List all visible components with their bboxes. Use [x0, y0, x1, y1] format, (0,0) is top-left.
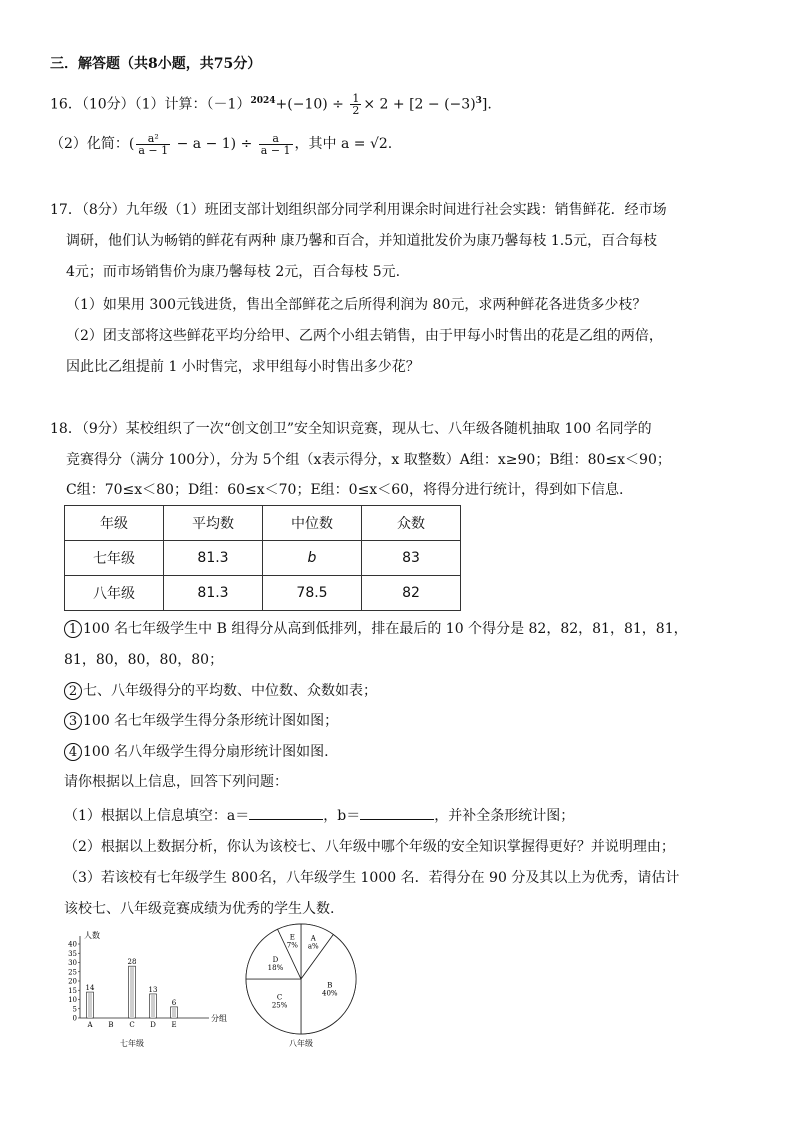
q18-sub1-a: （1）根据以上信息填空：a＝ [64, 808, 250, 824]
q16-p2-frac2-den: a − 1 [260, 143, 291, 157]
bar-shade [172, 1008, 176, 1018]
table-header-cell: 年级 [65, 506, 164, 541]
y-tick-label: 30 [68, 959, 77, 967]
x-tick-label: A [87, 1021, 93, 1029]
x-tick-label: D [150, 1021, 156, 1029]
pie-slice-value: 25% [271, 1001, 288, 1010]
y-tick-label: 40 [68, 940, 77, 949]
q17-line1: 17．（8分）九年级（1）班团支部计划组织部分同学利用课余时间进行社会实践：销售鲜花．经市场 [50, 202, 667, 218]
q16-p2-prefix: （2）化简：( [50, 136, 135, 152]
table-cell: 八年级 [65, 576, 164, 611]
table-row [65, 541, 461, 576]
bar-shade [151, 995, 155, 1018]
chart-title: 八年级 [289, 1039, 313, 1048]
table-header-cell: 平均数 [164, 506, 263, 541]
table-cell: 81.3 [164, 576, 263, 611]
y-axis-label: 人数 [84, 931, 100, 940]
q16-p1-expr-b: +(−10) ÷ [275, 96, 349, 113]
q16-p1-expr-d: ]. [481, 96, 492, 113]
chart-title: 七年级 [120, 1039, 144, 1048]
q18-info1-text: 100 名七年级学生中 B 组得分从高到低排列，排在最后的 10 个得分是 82，82，81，81，81， [83, 621, 688, 637]
pie-slice-label: B [327, 981, 333, 990]
bar-data-label: 28 [127, 958, 137, 967]
table-header-cell: 中位数 [263, 506, 362, 541]
table-cell: b [263, 541, 362, 576]
table-row [65, 576, 461, 611]
pie-slice-label: E [289, 933, 295, 942]
stats-table [64, 505, 461, 611]
pie-slice-label: D [272, 955, 279, 964]
q18-info1 [64, 619, 688, 639]
q16-p2-fraction1 [136, 133, 170, 156]
q16-p1-frac-den: 2 [352, 104, 360, 118]
q18-info4 [64, 742, 329, 762]
table-cell: 七年级 [65, 541, 164, 576]
q17-line6: 因此比乙组提前 1 小时售完，求甲组每小时售出多少花？ [66, 359, 420, 375]
bar-data-label: 6 [171, 998, 177, 1007]
x-axis-label: 分组 [211, 1014, 227, 1023]
answer-blank-b[interactable] [360, 805, 434, 820]
y-tick-label: 35 [68, 949, 77, 958]
q18-info2 [64, 681, 377, 701]
pie-slice-value: a% [307, 942, 319, 951]
pie-slice-value: 40% [321, 989, 338, 998]
pie-slice-value: 18% [267, 963, 284, 972]
q18-line3: C组：70≤x＜80；D组：60≤x＜70；E组：0≤x＜60，将得分进行统计，得到如下信息. [66, 482, 624, 498]
q17-line3: 4元；而市场销售价为康乃馨每枝 2元，百合每枝 5元. [66, 264, 401, 280]
q16-p1-frac-num: 1 [352, 92, 360, 106]
pie-slice-label: C [276, 993, 283, 1002]
q18-sub1 [64, 805, 574, 826]
q16-p2-fraction2 [259, 133, 293, 156]
table-header-cell: 众数 [362, 506, 461, 541]
q18-info3-text: 100 名七年级学生得分条形统计图如图； [83, 713, 339, 729]
y-tick-label: 10 [68, 996, 77, 1004]
q18-ask: 请你根据以上信息，回答下列问题： [64, 774, 288, 790]
q16-p1-expr-c: × 2 + [2 − (−3) [363, 96, 476, 113]
y-tick-label: 5 [72, 1005, 77, 1014]
q18-line2: 竞赛得分（满分 100分），分为 5个组（x表示得分，x 取整数）A组：x≥90；B组：80≤x＜90； [66, 452, 671, 468]
q16-p2-frac1-num: a² [136, 133, 170, 145]
grade7-bar-chart [58, 925, 228, 1050]
q18-sub3-cont: 该校七、八年级竞赛成绩为优秀的学生人数. [64, 901, 335, 917]
table-cell: 82 [362, 576, 461, 611]
q18-sub1-c: ，并补全条形统计图； [434, 808, 575, 824]
y-tick-label: 25 [68, 968, 77, 977]
q16-p1-exp-c: 3 [475, 96, 482, 106]
bar-data-label: 13 [148, 985, 158, 994]
q18-sub2: （2）根据以上数据分析，你认为该校七、八年级中哪个年级的安全知识掌握得更好？并说明理由； [64, 839, 675, 855]
q16-p1-exp-a: 2024 [250, 96, 276, 106]
q17-line4: （1）如果用 300元钱进货，售出全部鲜花之后所得利润为 80元，求两种鲜花各进货多少枝？ [66, 297, 647, 313]
q18-line1: 18．（9分）某校组织了一次“创文创卫”安全知识竞赛，现从七、八年级各随机抽取 100 名同学的 [50, 421, 652, 437]
q16-p2-frac2-num: a [259, 133, 293, 145]
q16-p2-suffix: ，其中 a = √2. [294, 136, 393, 152]
y-tick-label: 20 [68, 977, 77, 986]
q17-line2: 调研，他们认为畅销的鲜花有两种 康乃馨和百合，并知道批发价为康乃馨每枝 1.5元，百合每枝 [66, 233, 658, 249]
table-cell: 83 [362, 541, 461, 576]
x-tick-label: B [108, 1021, 114, 1029]
q16-part1 [50, 88, 492, 118]
circled-number-4: 4 [64, 743, 82, 761]
circled-number-2: 2 [64, 682, 82, 700]
answer-blank-a[interactable] [249, 805, 323, 820]
q18-info4-text: 100 名八年级学生得分扇形统计图如图. [83, 744, 329, 760]
grade8-pie-chart [244, 922, 374, 1052]
x-tick-label: C [129, 1021, 135, 1029]
q18-sub1-b: ，b＝ [323, 808, 361, 824]
q16-p1-expr-a: （－1） [206, 96, 251, 113]
q16-part2 [50, 130, 392, 158]
pie-slice-value: 7% [286, 941, 298, 950]
q16-p2-mid: − a − 1) ÷ [172, 136, 257, 152]
q16-p2-frac1-den: a − 1 [138, 143, 169, 157]
circled-number-3: 3 [64, 712, 82, 730]
table-header-row [65, 506, 461, 541]
q16-p1-prefix: 16．（10分）（1）计算： [50, 96, 207, 113]
y-tick-label: 15 [68, 986, 77, 995]
table-cell: 81.3 [164, 541, 263, 576]
pie-slice-label: A [310, 934, 316, 943]
q18-sub3: （3）若该校有七年级学生 800名，八年级学生 1000 名．若得分在 90 分及其以上为优秀，请估计 [64, 870, 680, 886]
table-cell: 78.5 [263, 576, 362, 611]
q18-info1-cont: 81，80，80，80，80； [64, 652, 224, 668]
y-tick-label: 0 [72, 1014, 77, 1023]
q18-info3 [64, 711, 338, 731]
section-title: 三．解答题（共8小题，共75分） [50, 56, 262, 72]
x-tick-label: E [171, 1021, 177, 1029]
bar-shade [130, 967, 134, 1018]
q17-line5: （2）团支部将这些鲜花平均分给甲、乙两个小组去销售，由于甲每小时售出的花是乙组的两倍， [66, 328, 663, 344]
bar-shade [88, 993, 92, 1018]
q16-p1-fraction [350, 93, 361, 116]
circled-number-1: 1 [64, 620, 82, 638]
bar-data-label: 14 [85, 984, 95, 993]
q18-info2-text: 七、八年级得分的平均数、中位数、众数如表； [83, 683, 377, 699]
